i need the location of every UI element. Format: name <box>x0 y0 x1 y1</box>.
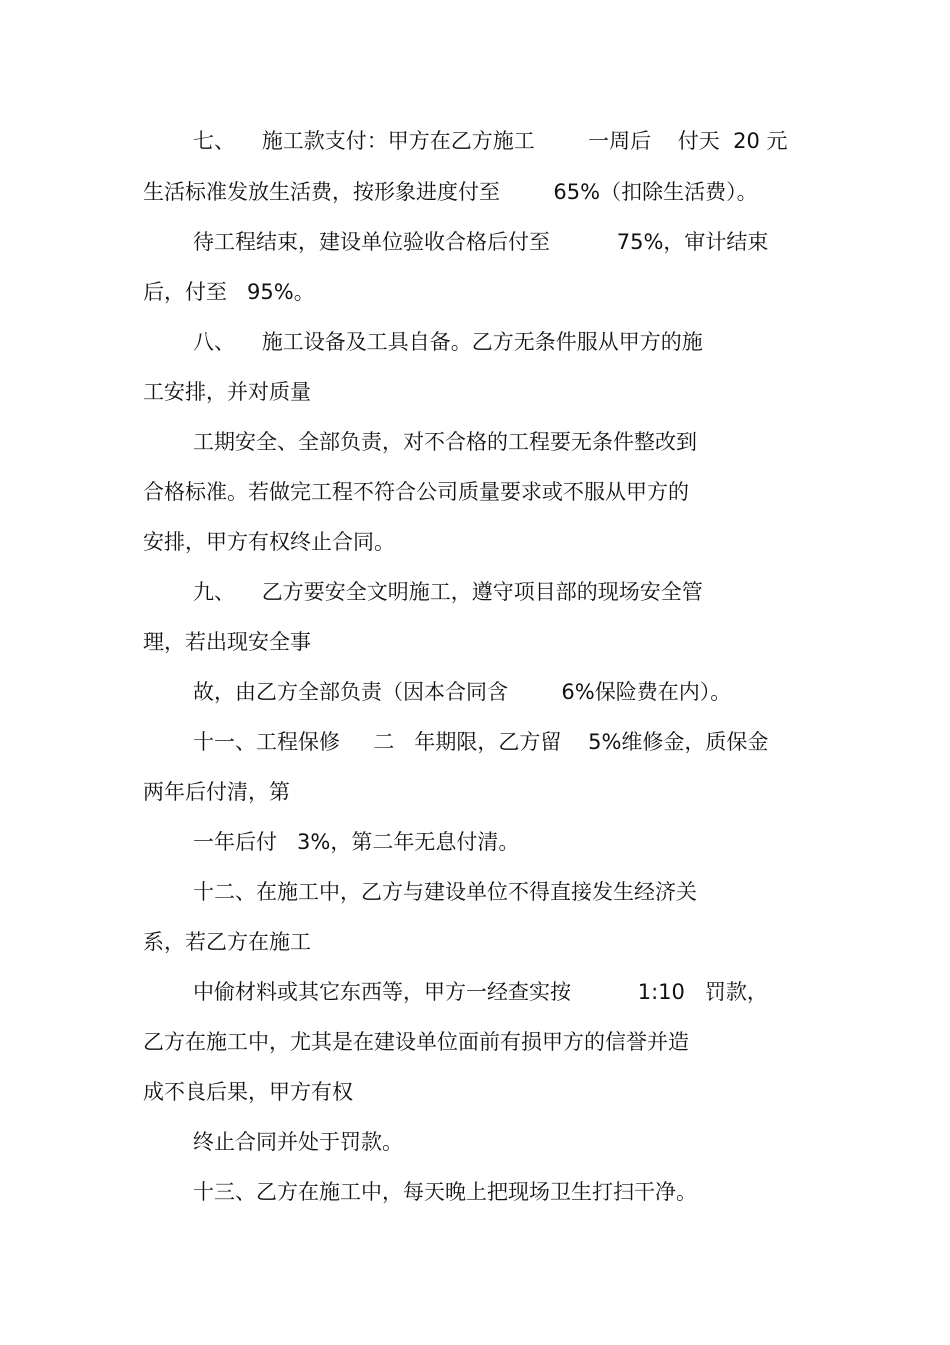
text-line: 工安排，并对质量 <box>143 380 311 404</box>
text-line: 终止合同并处于罚款。 <box>193 1130 403 1154</box>
text-line: 理，若出现安全事 <box>143 630 311 654</box>
text-line: 乙方在施工中，尤其是在建设单位面前有损甲方的信誉并造 <box>143 1030 689 1054</box>
text-line: 成不良后果，甲方有权 <box>143 1080 353 1104</box>
text-line: 十二、在施工中，乙方与建设单位不得直接发生经济关 <box>193 880 697 904</box>
text-line: 工期安全、全部负责，对不合格的工程要无条件整改到 <box>193 430 697 454</box>
text-line: 中偷材料或其它东西等，甲方一经查实按 1:10 罚款， <box>193 980 768 1004</box>
text-line: 系，若乙方在施工 <box>143 930 311 954</box>
text-line: 十一、工程保修 二 年期限，乙方留 5%维修金，质保金 <box>193 730 769 754</box>
text-line: 两年后付清，第 <box>143 780 290 804</box>
text-line: 七、 施工款支付：甲方在乙方施工 一周后 付天 20 元 <box>193 129 788 153</box>
text-line: 十三、乙方在施工中，每天晚上把现场卫生打扫干净。 <box>193 1180 697 1204</box>
text-line: 安排，甲方有权终止合同。 <box>143 530 395 554</box>
text-line: 生活标准发放生活费，按形象进度付至 65%（扣除生活费）。 <box>143 180 758 204</box>
text-line: 故，由乙方全部负责（因本合同含 6%保险费在内）。 <box>193 680 732 704</box>
text-line: 一年后付 3%，第二年无息付清。 <box>193 830 520 854</box>
text-line: 待工程结束，建设单位验收合格后付至 75%，审计结束 <box>193 230 769 254</box>
text-line: 合格标准。若做完工程不符合公司质量要求或不服从甲方的 <box>143 480 689 504</box>
text-line: 九、 乙方要安全文明施工，遵守项目部的现场安全管 <box>193 580 703 604</box>
text-line: 后，付至 95%。 <box>143 280 315 304</box>
text-line: 八、 施工设备及工具自备。乙方无条件服从甲方的施 <box>193 330 703 354</box>
